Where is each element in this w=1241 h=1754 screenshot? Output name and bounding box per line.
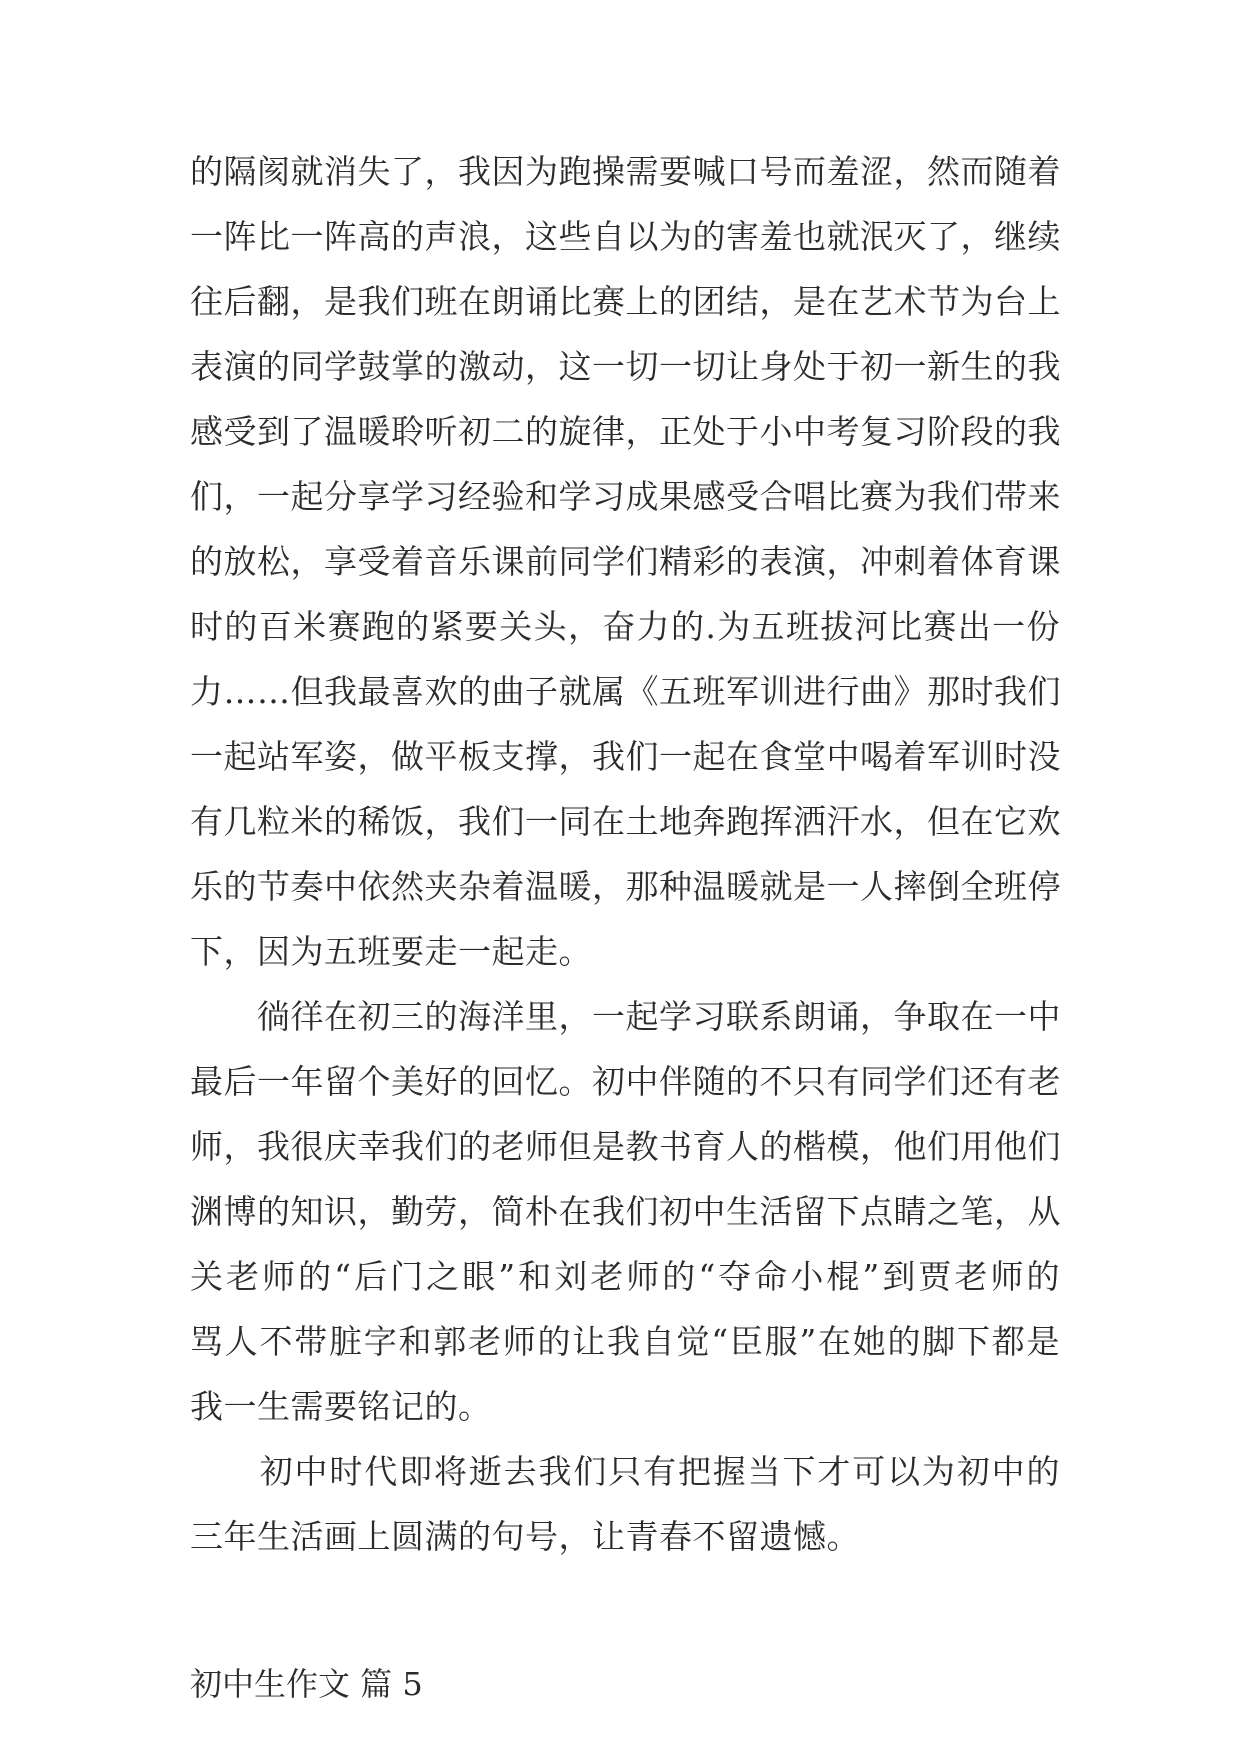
text-line: 初中时代即将逝去我们只有把握当下才可以为初中的 [190,1452,1060,1491]
text-line: 最后一年留个美好的回忆。初中伴随的不只有同学们还有老 [190,1062,1061,1101]
text-line: 有几粒米的稀饭，我们一同在土地奔跑挥洒汗水，但在它欢 [190,802,1061,841]
text-line: 感受到了温暖聆听初二的旋律，正处于小中考复习阶段的我 [190,412,1061,451]
text-line: 表演的同学鼓掌的激动，这一切一切让身处于初一新生的我 [190,347,1061,386]
text-line: 关老师的“后门之眼”和刘老师的“夺命小棍”到贾老师的 [190,1257,1060,1296]
text-line: 一起站军姿，做平板支撑，我们一起在食堂中喝着军训时没 [190,737,1061,776]
text-line: 力……但我最喜欢的曲子就属《五班军训进行曲》那时我们 [190,672,1061,711]
text-line: 三年生活画上圆满的句号，让青春不留遗憾。 [190,1517,860,1556]
text-line: 渊博的知识，勤劳，简朴在我们初中生活留下点睛之笔，从 [190,1192,1061,1231]
text-line: 们，一起分享学习经验和学习成果感受合唱比赛为我们带来 [190,477,1061,516]
text-line: 的放松，享受着音乐课前同学们精彩的表演，冲刺着体育课 [190,542,1061,581]
text-line: 徜徉在初三的海洋里，一起学习联系朗诵，争取在一中 [190,997,1061,1036]
text-line: 往后翻，是我们班在朗诵比赛上的团结，是在艺术节为台上 [190,282,1061,321]
section-heading: 初中生作文 篇 5 [190,1665,423,1703]
text-line: 下，因为五班要走一起走。 [190,932,592,971]
text-line: 骂人不带脏字和郭老师的让我自觉“臣服”在她的脚下都是 [190,1322,1060,1361]
text-line: 我一生需要铭记的。 [190,1387,492,1426]
text-line: 的隔阂就消失了，我因为跑操需要喊口号而羞涩，然而随着 [190,152,1061,191]
text-line: 乐的节奏中依然夹杂着温暖，那种温暖就是一人摔倒全班停 [190,867,1061,906]
text-line: 一阵比一阵高的声浪，这些自以为的害羞也就泯灭了，继续 [190,217,1061,256]
text-line: 时的百米赛跑的紧要关头，奋力的.为五班拔河比赛出一份 [190,607,1060,646]
text-line: 师，我很庆幸我们的老师但是教书育人的楷模，他们用他们 [190,1127,1061,1166]
